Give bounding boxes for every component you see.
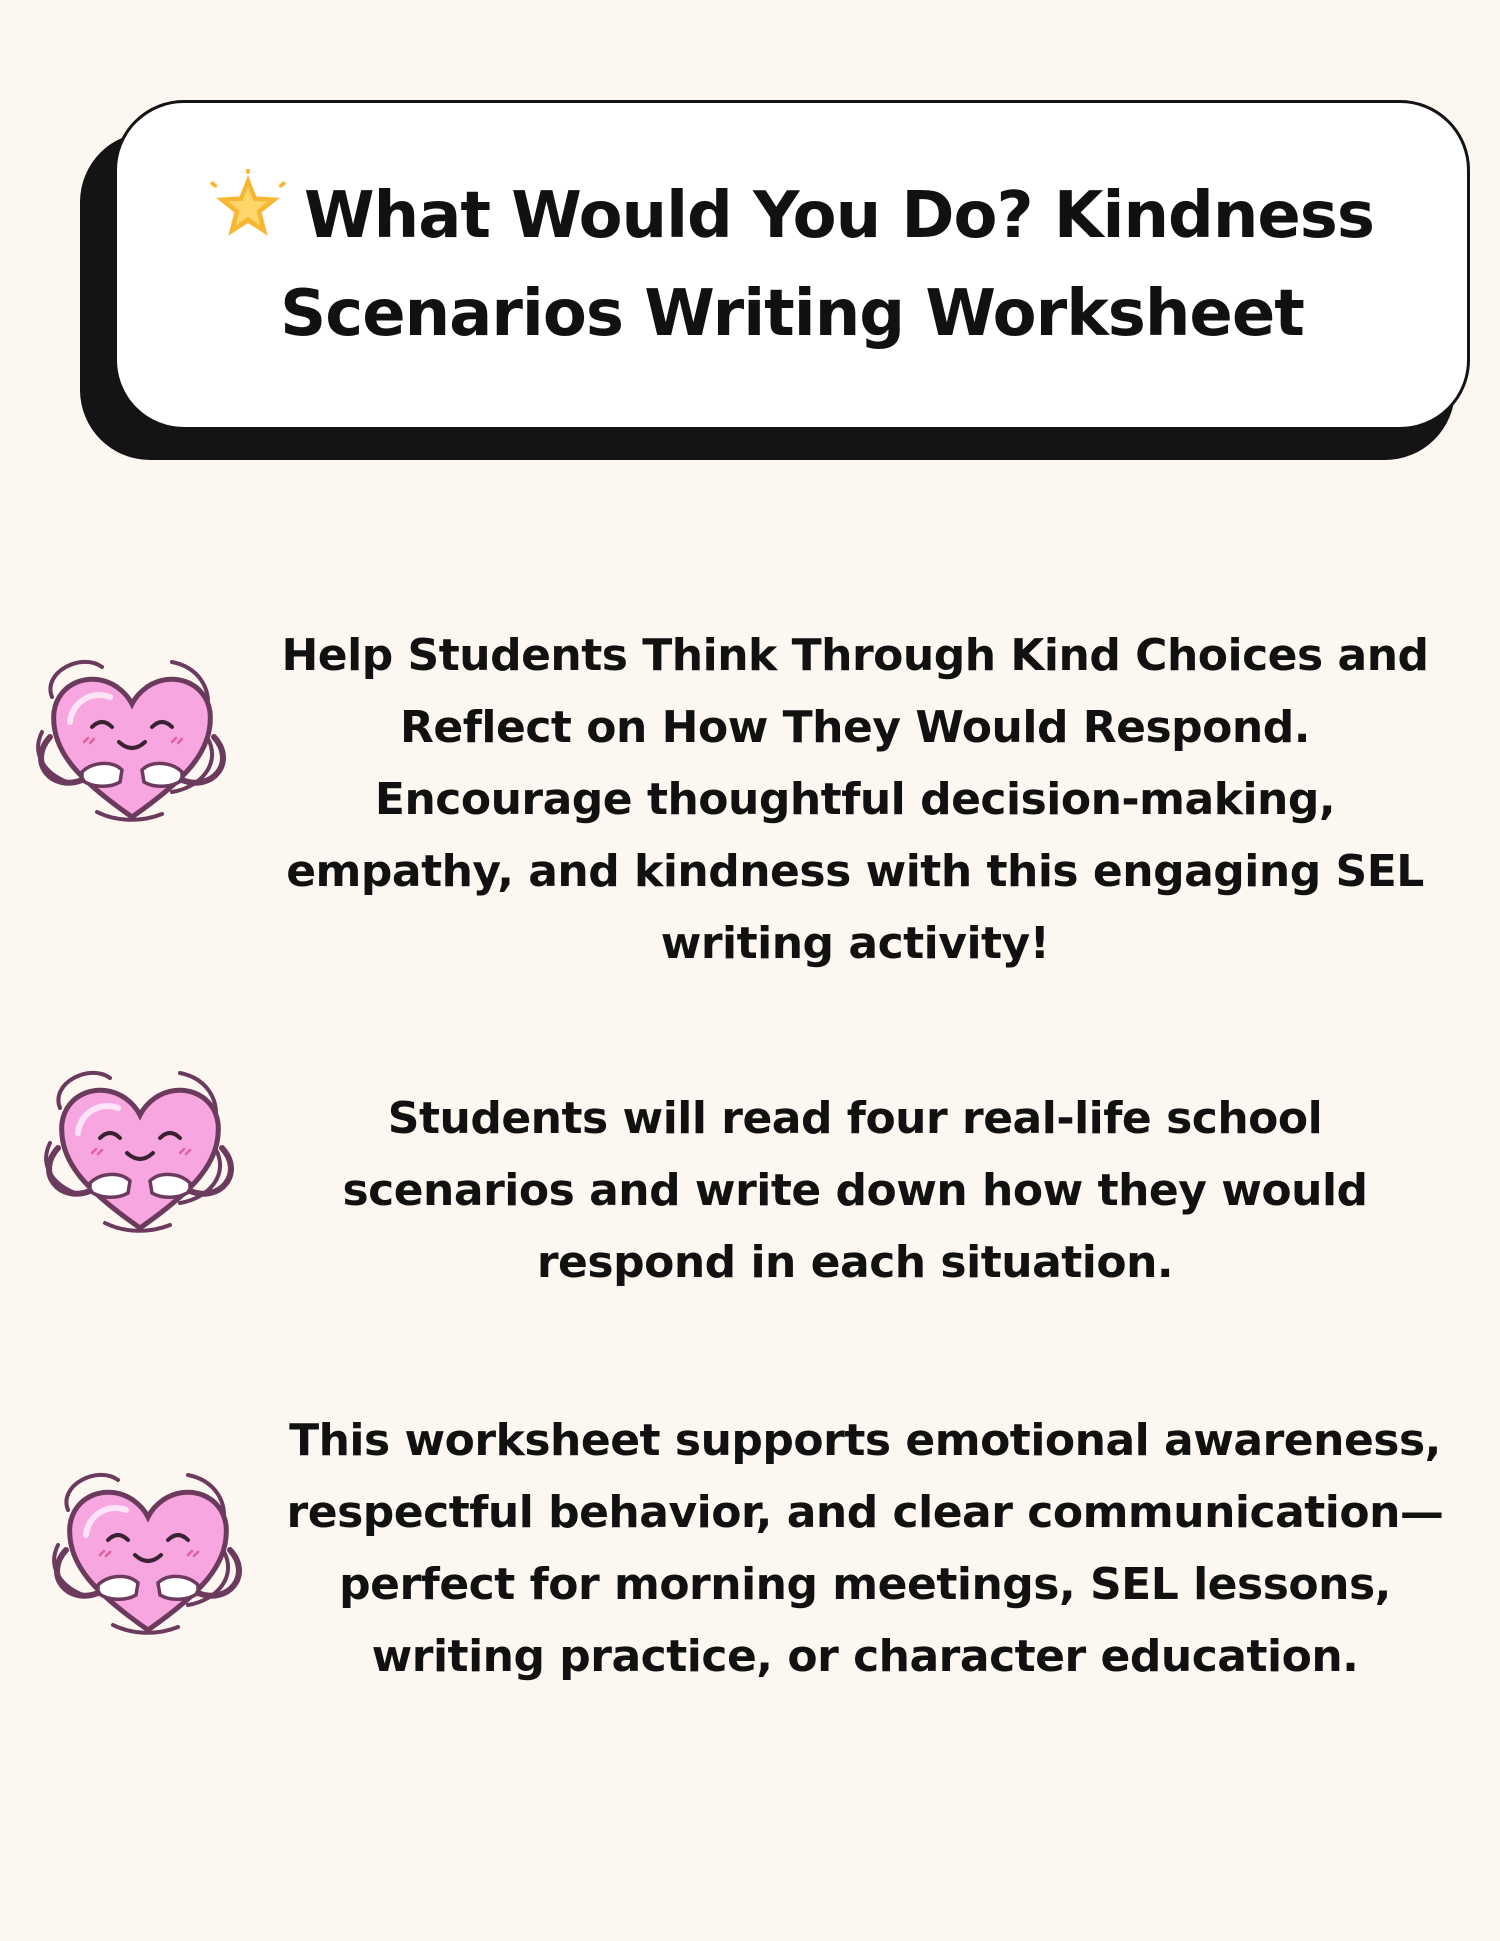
title-banner bbox=[80, 100, 1475, 460]
title-card bbox=[114, 100, 1470, 430]
hugging-heart-icon bbox=[38, 1455, 258, 1645]
page-title bbox=[187, 167, 1397, 363]
star-icon bbox=[210, 169, 286, 245]
section-1-text: Help Students Think Through Kind Choices and Reflect on How They Would Respond. Encourage thoughtful decision-making, empathy, and kindness with this engaging SEL writing activity! bbox=[281, 630, 1429, 969]
section-3-text: This worksheet supports emotional awareness, respectful behavior, and clear communication—perfect for morning meetings, SEL lessons, writing practice, or character education. bbox=[286, 1415, 1444, 1682]
page-title-text: What Would You Do? Kindness Scenarios Writing Worksheet bbox=[280, 179, 1374, 351]
section-2-text: Students will read four real-life school scenarios and write down how they would respond in each situation. bbox=[342, 1093, 1368, 1288]
hugging-heart-icon bbox=[30, 1053, 250, 1243]
hugging-heart-icon bbox=[22, 642, 242, 832]
